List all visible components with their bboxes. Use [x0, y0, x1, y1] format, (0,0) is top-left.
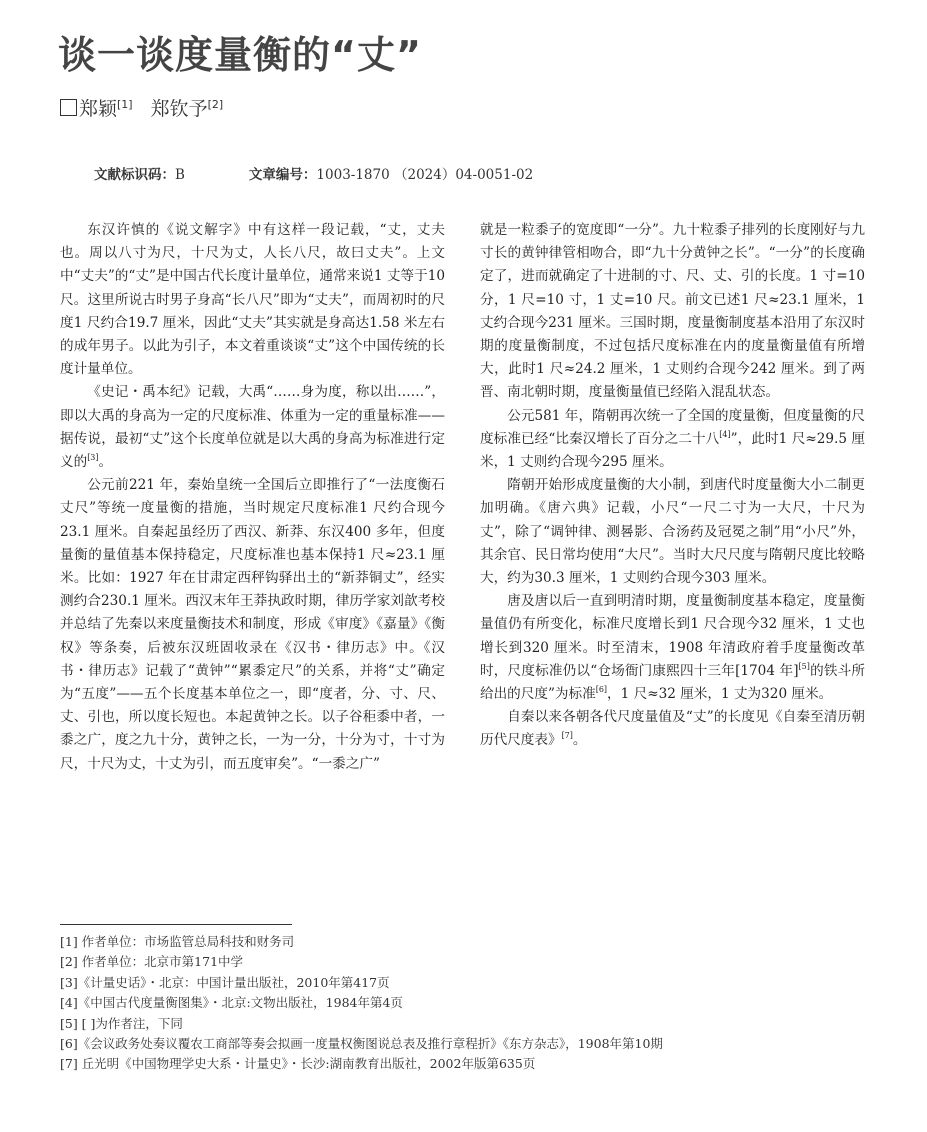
- footnote: [3]《计量史话》・北京：中国计量出版社，2010年第417页: [60, 974, 390, 990]
- footnote-ref: [3]: [87, 453, 99, 463]
- footnote-ref: [4]: [719, 429, 731, 439]
- article-meta: [94, 163, 533, 183]
- footnote: [5] [ ]为作者注，下同: [60, 1015, 183, 1031]
- paragraph: 公元前221 年，秦始皇统一全国后立即推行了“一法度衡石丈尺”等统一度量衡的措施，当时规定尺度标准1 尺约合现今23.1 厘米。自秦起虽经历了西汉、新莽、东汉400 多年，但度量衡的量值基本保持稳定，尺度标准也基本保持1 尺≈23.1 厘米。比如：1927 年在甘肃定西秤钩驿出土的“新莽铜丈”，经实测约合230.1 厘米。西汉末年王莽执政时期，律历学家刘歆考校并总结了先秦以来度量衡技术和制度，形成《审度》《嘉量》《衡权》等条奏，后被东汉班固收录在《汉书・律历志》中。《汉书・律历志》记载了“黄钟”“累黍定尺”的关系，并将“丈”确定为“五度”——五个长度基本单位之一，即“度者，分、寸、尺、丈、引也，所以度长短也。本起黄钟之长。以子谷秬黍中者，一黍之广，度之九十分，黄钟之长，一为一分，十分为寸，十寸为尺，十尺为丈，十丈为引，而五度审矣”。“一黍之广”: [60, 477, 445, 772]
- paragraph: 东汉许慎的《说文解字》中有这样一段记载，“丈，丈夫也。周以八寸为尺，十尺为丈，人长八尺，故曰丈夫”。上文中“丈夫”的“丈”是中国古代长度计量单位，通常来说1 丈等于10 尺。这里所说古时男子身高“长八尺”即为“丈夫”，而周初时的尺度1 尺约合19.7 厘米，因此“丈夫”其实就是身高达1.58 米左右的成年男子。以此为引子，本文着重谈谈“丈”这个中国传统的长度计量单位。: [60, 222, 445, 378]
- article-no-label: 文章编号：: [248, 167, 317, 183]
- article-title: 谈一谈度量衡的“丈”: [58, 33, 422, 77]
- author-name: 郑颖: [79, 98, 118, 120]
- footnote: [7] 丘光明《中国物理学史大系・计量史》・长沙:湖南教育出版社，2002年版第635页: [60, 1056, 536, 1072]
- author-ref: [2]: [207, 98, 224, 111]
- footnote: [6]《会议政务处奏议覆农工商部等奏会拟画一度量权衡图说总表及推行章程折》《东方杂志》，1908年第10期: [60, 1036, 663, 1052]
- author-ref: [1]: [117, 98, 133, 111]
- footnote: [2] 作者单位：北京市第171中学: [60, 954, 244, 970]
- footnote: [1] 作者单位：市场监管总局科技和财务司: [60, 934, 295, 949]
- footnote-ref: [6]: [595, 685, 608, 695]
- box-icon: [60, 99, 77, 116]
- right-column: [480, 219, 865, 753]
- footnotes: [60, 932, 663, 1075]
- paragraph: 唐及唐以后一直到明清时期，度量衡制度基本稳定，度量衡量值仍有所变化，标准尺度增长到1 尺合现今32 厘米，1 丈也增长到320 厘米。时至清末，1908 年清政府着手度量衡改革时，尺度标准仍以“仓场衙门康熙四十三年[1704 年][5]的铁斗所给出的尺度”为标准[6]，1 尺≈32 厘米，1 丈为320 厘米。: [480, 593, 865, 703]
- article-no: 1003-1870 （2024）04-0051-02: [316, 167, 534, 183]
- footnote-ref: [5]: [798, 661, 810, 671]
- author-name: 郑钦予: [150, 98, 208, 120]
- doc-code-label: 文献标识码：: [94, 167, 175, 183]
- paragraph: 就是一粒黍子的宽度即“一分”。九十粒黍子排列的长度刚好与九寸长的黄钟律管相吻合，即“九十分黄钟之长”。“一分”的长度确定了，进而就确定了十进制的寸、尺、丈、引的长度。1 寸=10 分，1 尺=10 寸，1 丈=10 尺。前文已述1 尺≈23.1 厘米，1 丈约合现今231 厘米。三国时期，度量衡制度基本沿用了东汉时期的度量衡制度，不过包括尺度标准在内的度量衡量值有所增大，此时1 尺≈24.2 厘米，1 丈则约合现今242 厘米。到了两晋、南北朝时期，度量衡量值已经陷入混乱状态。: [480, 222, 865, 401]
- paragraph: 自秦以来各朝各代尺度量值及“丈”的长度见《自秦至清历朝历代尺度表》[7]。: [480, 709, 865, 749]
- paragraph: 《史记・禹本纪》记载，大禹“……身为度，称以出……”，即以大禹的身高为一定的尺度标准、体重为一定的重量标准——据传说，最初“丈”这个长度单位就是以大禹的身高为标准进行定义的[3]。: [60, 384, 445, 471]
- footnote-ref: [7]: [561, 731, 573, 741]
- doc-code: B: [175, 167, 185, 183]
- paragraph: 公元581 年，隋朝再次统一了全国的度量衡，但度量衡的尺度标准已经“比秦汉增长了百分之二十八[4]”，此时1 尺≈29.5 厘米，1 丈则约合现今295 厘米。: [480, 407, 865, 471]
- author-line: [60, 94, 223, 121]
- footnote: [4]《中国古代度量衡图集》・北京:文物出版社，1984年第4页: [60, 995, 403, 1011]
- left-column: [60, 219, 445, 776]
- footnote-divider: [60, 924, 292, 925]
- paragraph: 隋朝开始形成度量衡的大小制，到唐代时度量衡大小二制更加明确。《唐六典》记载，小尺“一尺二寸为一大尺，十尺为丈”，除了“调钟律、测晷影、合汤药及冠冕之制”用“小尺”外，其余官、民日常均使用“大尺”。当时大尺尺度与隋朝尺度比较略大，约为30.3 厘米，1 丈则约合现今303 厘米。: [480, 477, 865, 587]
